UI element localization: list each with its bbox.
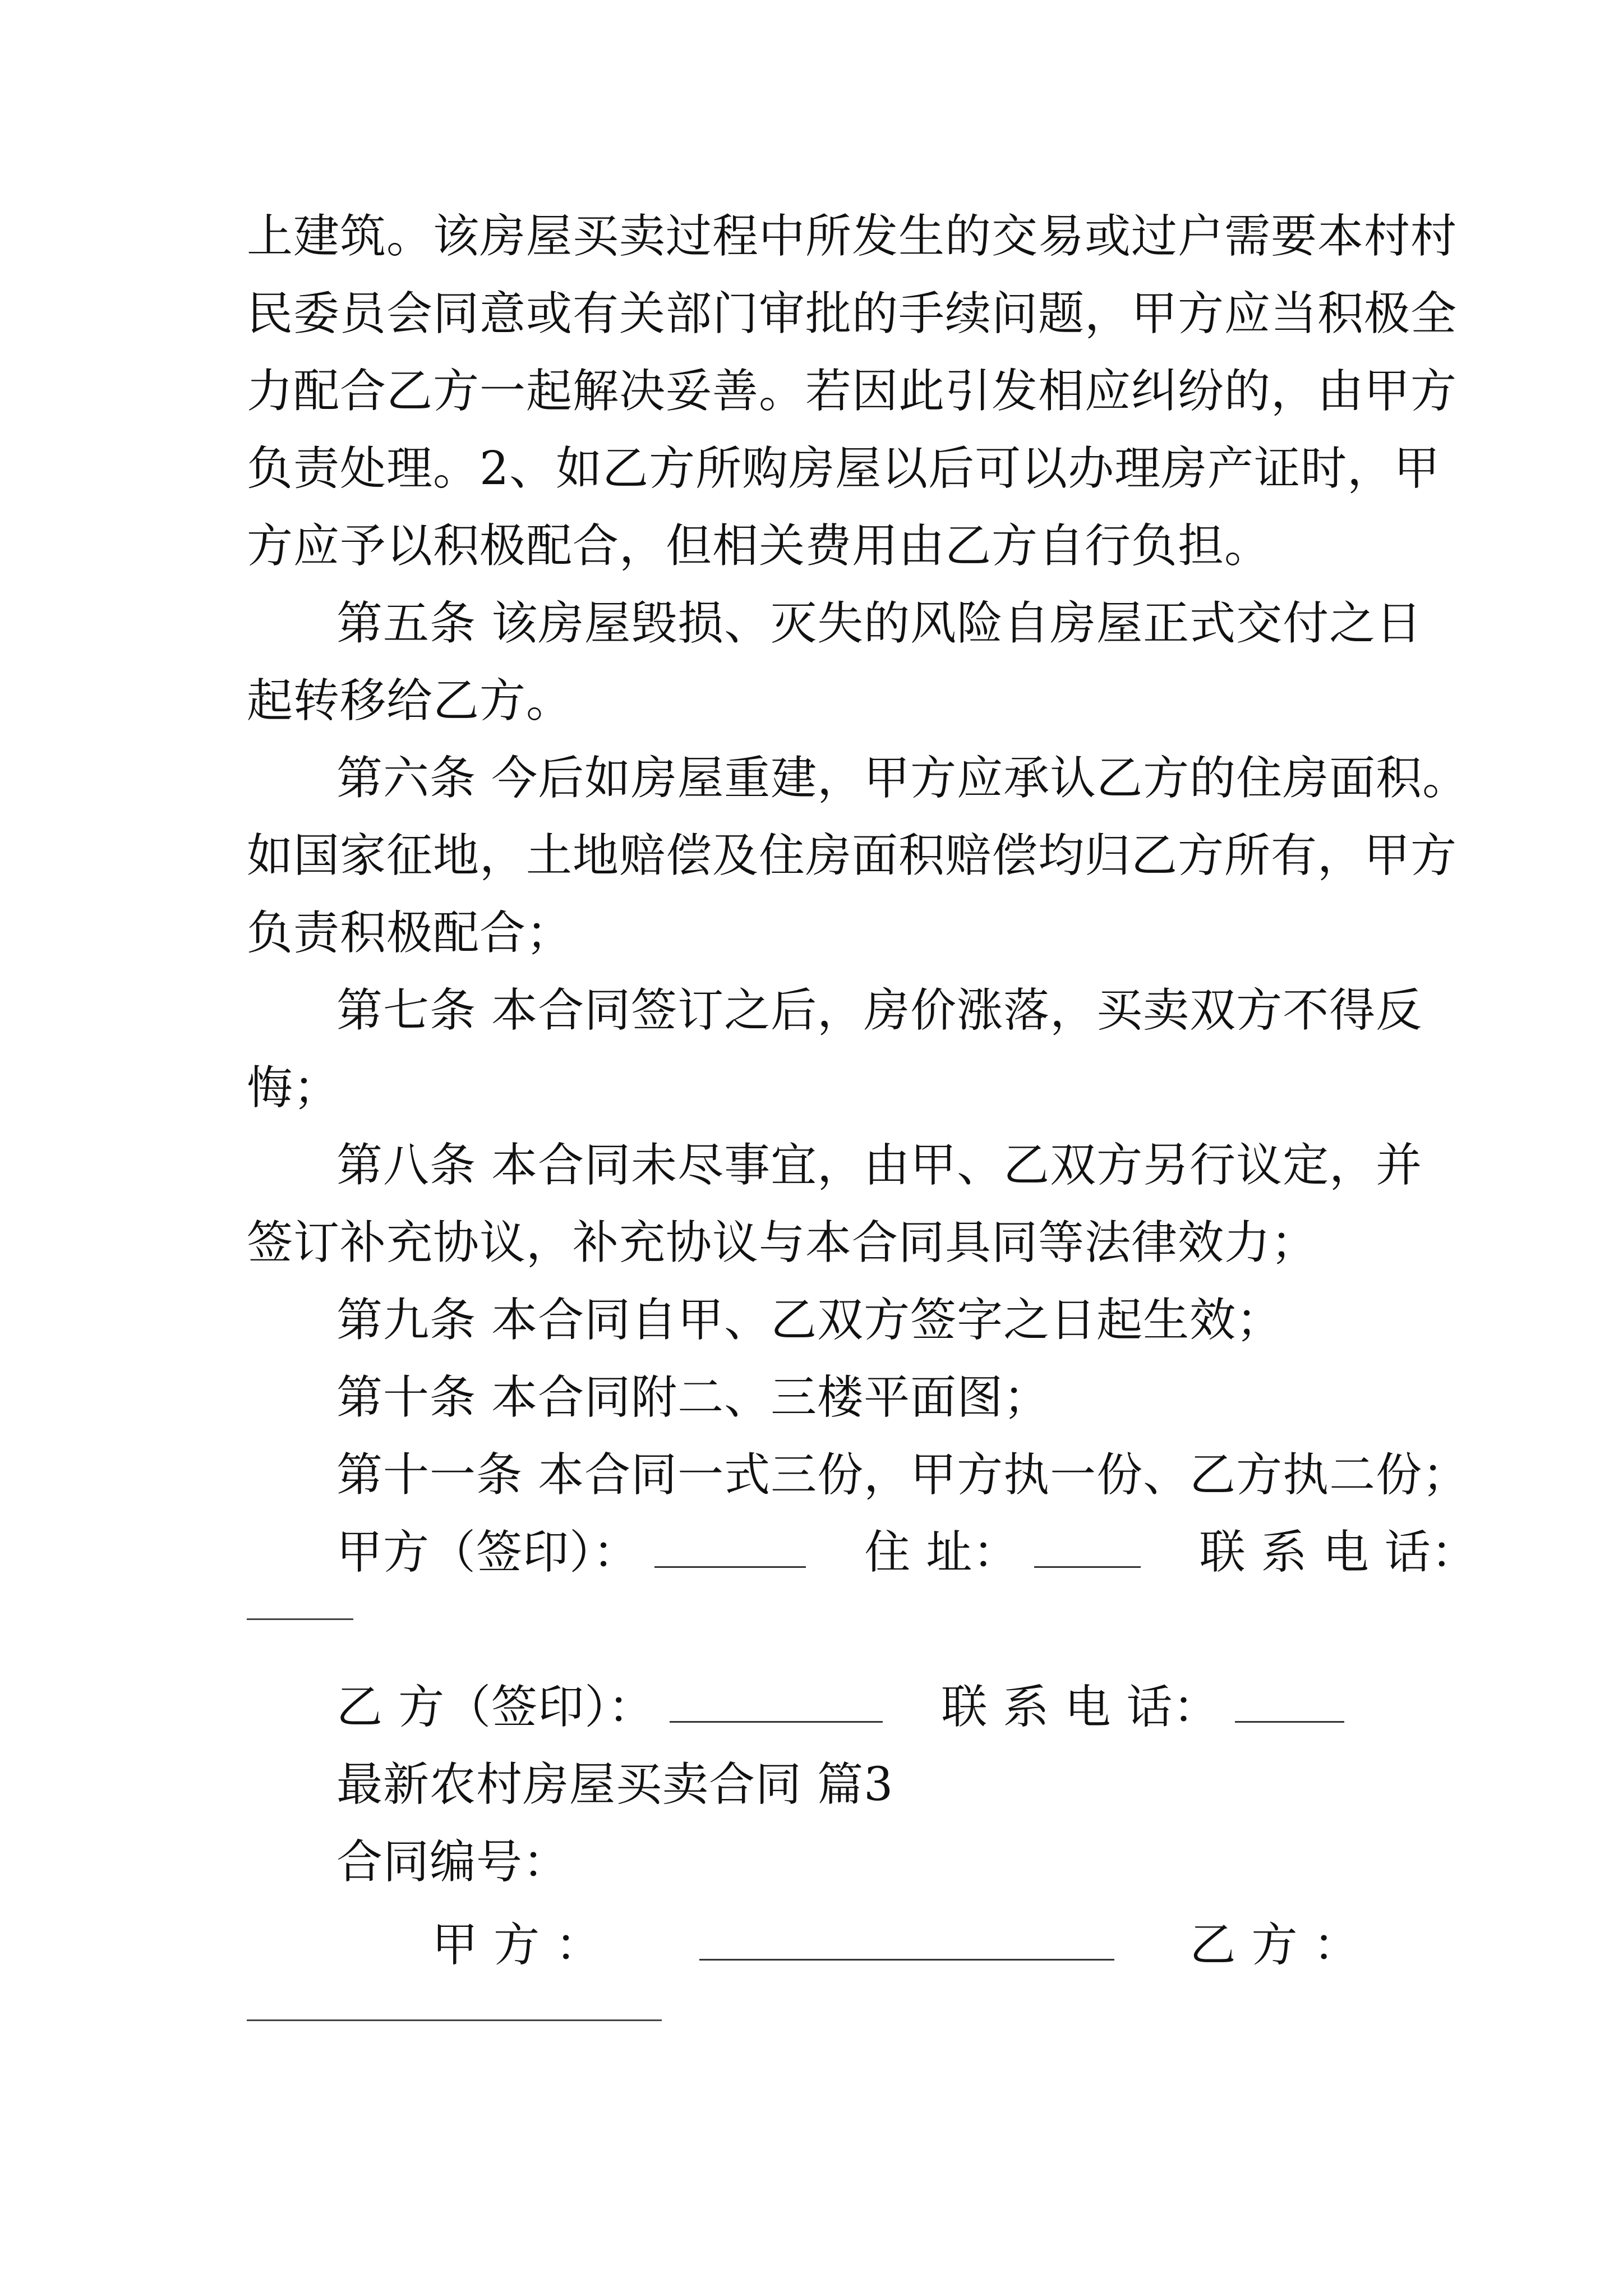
article-5-line: 第五条 该房屋毁损、灭失的风险自房屋正式交付之日 [336,597,1423,650]
party-a-address-label: 住 址： [864,1526,1020,1579]
party-b-label: 乙 方 ： [1189,1918,1360,1972]
paragraph-line: 力配合乙方一起解决妥善。若因此引发相应纠纷的，由甲方 [247,365,1458,418]
party-b-phone-blank [1235,1682,1344,1723]
party-a-sign-label: 甲方（签印）： [336,1526,640,1579]
party-a-address-blank [1034,1527,1141,1568]
article-8-line: 第八条 本合同未尽事宜，由甲、乙双方另行议定，并 [336,1139,1423,1192]
party-row [432,1917,1565,1973]
article-5-line: 起转移给乙方。 [247,674,573,728]
party-a-phone-blank [247,1618,353,1620]
article-7-line: 悔； [247,1061,340,1115]
party-a-label: 甲 方 ： [432,1918,602,1972]
paragraph-line: 方应予以积极配合，但相关费用由乙方自行负担。 [247,519,1271,573]
article-6-line: 第六条 今后如房屋重建，甲方应承认乙方的住房面积。 [336,752,1469,805]
article-6-line: 如国家征地，土地赔偿及住房面积赔偿均归乙方所有，甲方 [247,829,1458,882]
section-title: 最新农村房屋买卖合同 篇3 [336,1758,894,1811]
article-8-line: 签订补充协议，补充协议与本合同具同等法律效力； [247,1216,1318,1269]
party-b-sign-label: 乙 方（签印）： [336,1681,655,1734]
paragraph-line: 上建筑。该房屋买卖过程中所发生的交易或过户需要本村村 [247,210,1458,263]
article-6-line: 负责积极配合； [247,907,573,960]
article-7-line: 第七条 本合同签订之后，房价涨落，买卖双方不得反 [336,984,1423,1037]
party-b-blank [247,2019,662,2021]
paragraph-line: 负责处理。2、如乙方所购房屋以后可以办理房产证时，甲 [247,442,1441,495]
party-a-signature-row [336,1525,1478,1581]
article-11: 第十一条 本合同一式三份，甲方执一份、乙方执二份； [336,1448,1469,1502]
article-10: 第十条 本合同附二、三楼平面图； [336,1371,1050,1424]
party-b-signature-row [336,1680,1469,1736]
party-a-phone-label: 联 系 电 话： [1199,1526,1478,1579]
paragraph-line: 民委员会同意或有关部门审批的手续问题，甲方应当积极全 [247,287,1458,341]
party-b-phone-label: 联 系 电 话： [941,1681,1220,1734]
party-b-sign-blank [670,1682,883,1723]
party-a-sign-blank [654,1527,806,1568]
party-a-blank [699,1920,1114,1961]
contract-number-label: 合同编号： [336,1835,570,1889]
article-9: 第九条 本合同自甲、乙双方签字之日起生效； [336,1294,1283,1347]
